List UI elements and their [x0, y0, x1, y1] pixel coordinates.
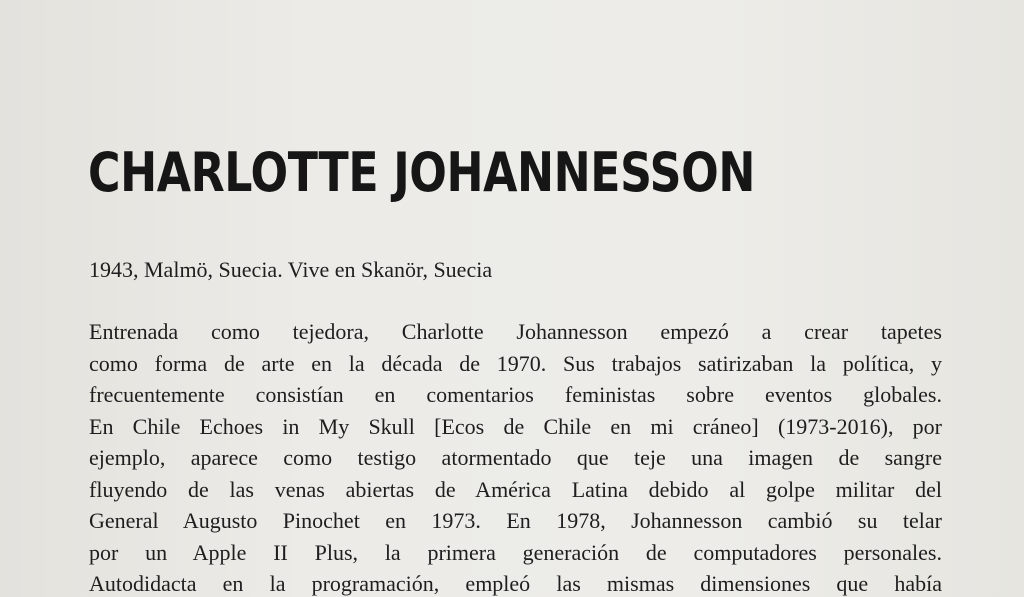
biography-paragraph — [89, 316, 942, 597]
paragraph-line: Autodidacta en la programación, empleó las mismas dimensiones que había — [89, 571, 942, 596]
paragraph-line: fluyendo de las venas abiertas de América Latina debido al golpe militar del — [89, 476, 942, 502]
paragraph-line: General Augusto Pinochet en 1973. En 1978, Johannesson cambió su telar — [89, 508, 942, 533]
paragraph-line: frecuentemente consistían en comentarios feministas sobre eventos globales. — [89, 382, 942, 407]
paragraph-line: Entrenada como tejedora, Charlotte Johannesson empezó a crear tapetes — [89, 319, 942, 344]
paragraph-line: como forma de arte en la década de 1970. Sus trabajos satirizaban la política, y — [89, 350, 942, 376]
paragraph-line: por un Apple II Plus, la primera generación de computadores personales. — [89, 539, 942, 565]
paragraph-line: En Chile Echoes in My Skull [Ecos de Chile en mi cráneo] (1973-2016), por — [89, 413, 942, 439]
artist-info: 1943, Malmö, Suecia. Vive en Skanör, Suecia — [89, 257, 493, 282]
paragraph-line: ejemplo, aparece como testigo atormentado que teje una imagen de sangre — [89, 445, 942, 470]
page-title: CHARLOTTE JOHANNESSON — [88, 141, 755, 204]
